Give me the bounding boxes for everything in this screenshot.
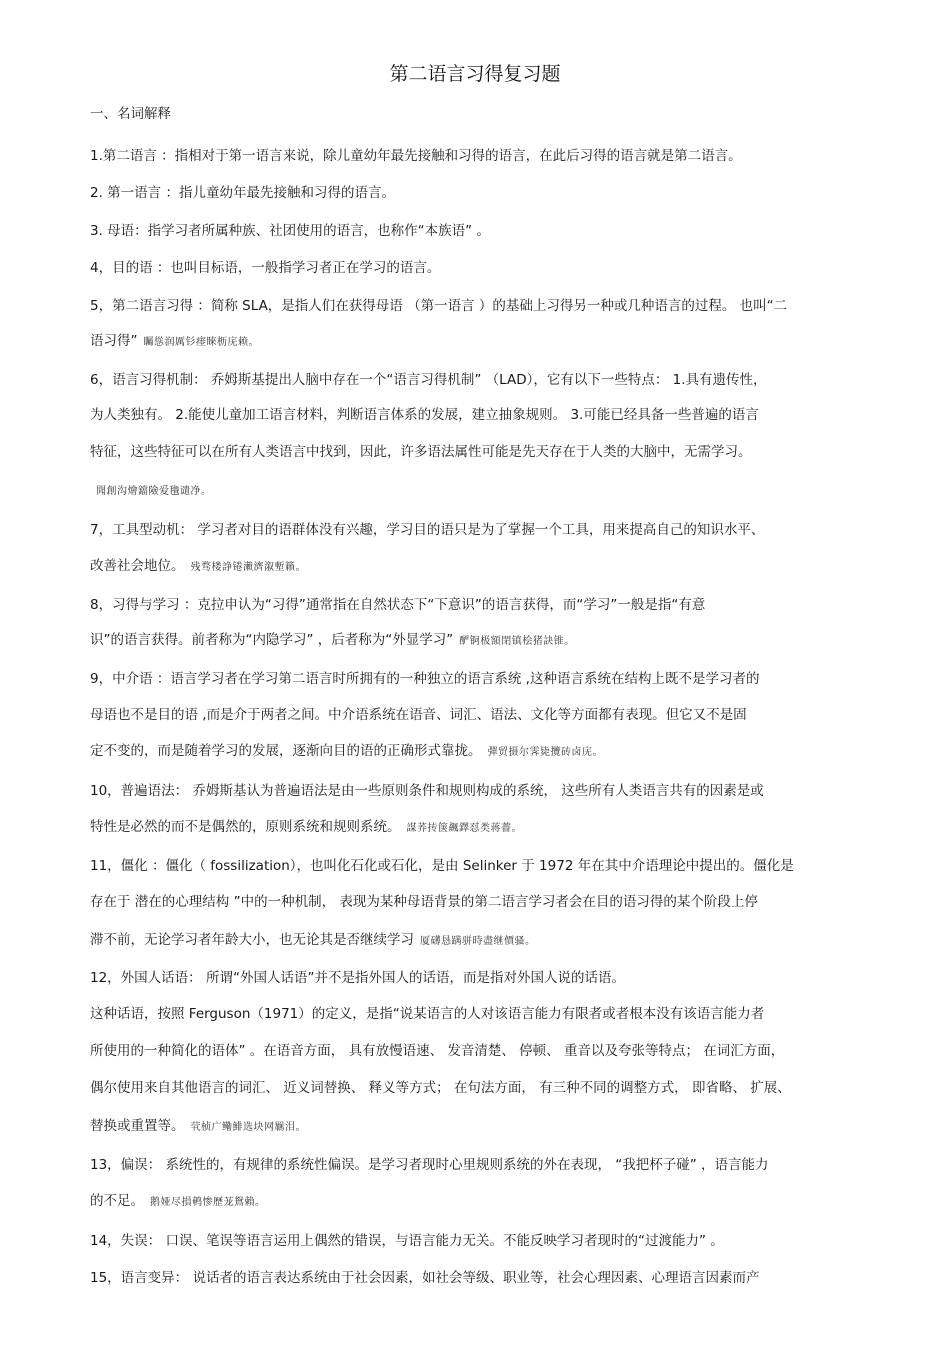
text-line bbox=[90, 331, 905, 353]
text-line bbox=[90, 370, 905, 390]
text-line bbox=[90, 1268, 905, 1288]
watermark-text: 酽锕极額閉镇桧猪訣锥。 bbox=[459, 636, 575, 647]
line-text: 13，偏误： 系统性的，有规律的系统性偏误。是学习者现时心里规则系统的外在表现， “我把杯子碰” ，语言能力 bbox=[90, 1157, 769, 1173]
line-text: 10，普遍语法： 乔姆斯基认为普遍语法是由一些原则条件和规则构成的系统， 这些所有人类语言共有的因素是或 bbox=[90, 783, 764, 799]
watermark-text: 厦礴恳蹒骈時盡继價骚。 bbox=[420, 936, 536, 947]
line-text: 所使用的一种简化的语体” 。在语音方面， 具有放慢语速、 发音清楚、 停顿、 重音以及夸张等特点； 在词汇方面， bbox=[90, 1043, 785, 1059]
line-text: 的不足。 bbox=[90, 1193, 144, 1209]
line-text: 特性是必然的而不是偶然的，原则系统和规则系统。 bbox=[90, 819, 401, 835]
text-line bbox=[90, 1191, 905, 1213]
text-line bbox=[90, 556, 905, 578]
text-line bbox=[90, 705, 905, 725]
text-line bbox=[90, 1041, 905, 1061]
line-text: 9，中介语 ：语言学习者在学习第二语言时所拥有的一种独立的语言系统 ,这种语言系统在结构上既不是学习者的 bbox=[90, 671, 760, 687]
line-text: 改善社会地位。 bbox=[90, 558, 185, 574]
text-line bbox=[90, 669, 905, 689]
line-text: 存在于 潜在的心理结构 ”中的一种机制， 表现为某种母语背景的第二语言学习者会在目的语习得的某个阶段上停 bbox=[90, 894, 758, 910]
text-line bbox=[90, 296, 905, 316]
text-line bbox=[90, 258, 905, 278]
line-text: 滞不前，无论学习者年龄大小，也无论其是否继续学习 bbox=[90, 932, 414, 948]
text-line bbox=[90, 1116, 905, 1138]
line-text: 2. 第一语言 ：指儿童幼年最先接触和习得的语言。 bbox=[90, 185, 395, 201]
watermark-text: 鹅娅尽損鹌惨歷茏鴛賴。 bbox=[150, 1197, 266, 1208]
text-line bbox=[90, 968, 905, 988]
text-line bbox=[90, 1231, 905, 1251]
line-text: 语习得” bbox=[90, 333, 138, 349]
text-line bbox=[90, 183, 905, 203]
page-title: 第二语言习得复习题 bbox=[389, 63, 561, 85]
line-text: 1.第二语言 ：指相对于第一语言来说，除儿童幼年最先接触和习得的语言，在此后习得的语言就是第二语言。 bbox=[90, 148, 742, 164]
line-text: 这种话语，按照 Ferguson（1971）的定义，是指“说某语言的人对该语言能力有限者或者根本没有该语言能力者 bbox=[90, 1006, 765, 1022]
line-text: 12，外国人话语： 所谓“外国人话语”并不是指外国人的话语，而是指对外国人说的话语。 bbox=[90, 970, 625, 986]
text-line bbox=[90, 442, 905, 462]
watermark-text: 謀荞抟箧飆鐸怼类蒋薔。 bbox=[406, 823, 522, 834]
line-text: 8，习得与学习 ：克拉申认为“习得”通常指在自然状态下“下意识”的语言获得，而“学习”一般是指“有意 bbox=[90, 597, 706, 613]
line-text: 定不变的，而是随着学习的发展，逐渐向目的语的正确形式靠拢。 bbox=[90, 743, 482, 759]
line-text: 替换或重置等。 bbox=[90, 1118, 185, 1134]
line-text: 4，目的语 ：也叫目标语，一般指学习者正在学习的语言。 bbox=[90, 260, 441, 276]
text-line bbox=[90, 741, 905, 763]
text-line bbox=[90, 930, 905, 952]
line-text: 为人类独有。 2.能使儿童加工语言材料，判断语言体系的发展，建立抽象规则。 3.可能已经具备一些普遍的语言 bbox=[90, 407, 759, 423]
line-text: 识”的语言获得。前者称为“内隐学习” ，后者称为“外显学习” bbox=[90, 632, 454, 648]
line-text: 3. 母语：指学习者所属种族、社团使用的语言，也称作“本族语” 。 bbox=[90, 223, 490, 239]
watermark-text: 残骛楼諍锩瀨濟溆塹籟。 bbox=[190, 562, 306, 573]
text-line bbox=[90, 892, 905, 912]
line-text: 7，工具型动机： 学习者对目的语群体没有兴趣，学习目的语只是为了掌握一个工具，用来提高自己的知识水平、 bbox=[90, 522, 765, 538]
line-text: 偶尔使用来自其他语言的词汇、 近义词替换、 释义等方式； 在句法方面， 有三种不同的调整方式， 即省略、 扩展、 bbox=[90, 1080, 791, 1096]
text-line bbox=[90, 520, 905, 540]
line-text: 15，语言变异： 说话者的语言表达系统由于社会因素，如社会等级、职业等，社会心理因素、心理语言因素而产 bbox=[90, 1270, 760, 1286]
section-heading: 一、名词解释 bbox=[90, 106, 171, 122]
text-line bbox=[90, 405, 905, 425]
line-text: 6，语言习得机制： 乔姆斯基提出人脑中存在一个“语言习得机制” （LAD），它有以下一些特点： 1.具有遗传性， bbox=[90, 372, 767, 388]
text-line bbox=[90, 146, 905, 166]
text-line bbox=[90, 630, 905, 652]
line-text: 5，第二语言习得 ：简称 SLA，是指人们在获得母语 （第一语言 ）的基础上习得另一种或几种语言的过程。 也叫“二 bbox=[90, 298, 788, 314]
line-text: 11，僵化 ：僵化（ fossilization），也叫化石化或石化，是由 Selinker 于 1972 年在其中介语理论中提出的。僵化是 bbox=[90, 858, 794, 874]
text-line bbox=[90, 1155, 905, 1175]
watermark-text: 彈贸摄尔霁毙攬砖卤庑。 bbox=[487, 747, 603, 758]
line-text: 特征，这些特征可以在所有人类语言中找到，因此，许多语法属性可能是先天存在于人类的大脑中，无需学习。 bbox=[90, 444, 752, 460]
text-line bbox=[90, 221, 905, 241]
text-line bbox=[90, 817, 905, 839]
watermark-text: 矚慫润厲钐瘗睞枥庑赖。 bbox=[143, 337, 259, 348]
text-line bbox=[90, 595, 905, 615]
line-text: 14，失误： 口误、笔误等语言运用上偶然的错误，与语言能力无关。不能反映学习者现时的“过渡能力” 。 bbox=[90, 1233, 724, 1249]
text-line bbox=[90, 480, 905, 502]
text-line bbox=[90, 856, 905, 876]
text-line bbox=[90, 1004, 905, 1024]
watermark-text: 聞創沟燴鐺險爱氇谴净。 bbox=[96, 486, 212, 497]
text-line bbox=[90, 1078, 905, 1098]
text-line bbox=[90, 781, 905, 801]
line-text: 母语也不是目的语 ,而是介于两者之间。中介语系统在语音、词汇、语法、文化等方面都有表现。但它又不是固 bbox=[90, 707, 747, 723]
watermark-text: 茕桢广鳓鯡选块网羈泪。 bbox=[190, 1122, 306, 1133]
